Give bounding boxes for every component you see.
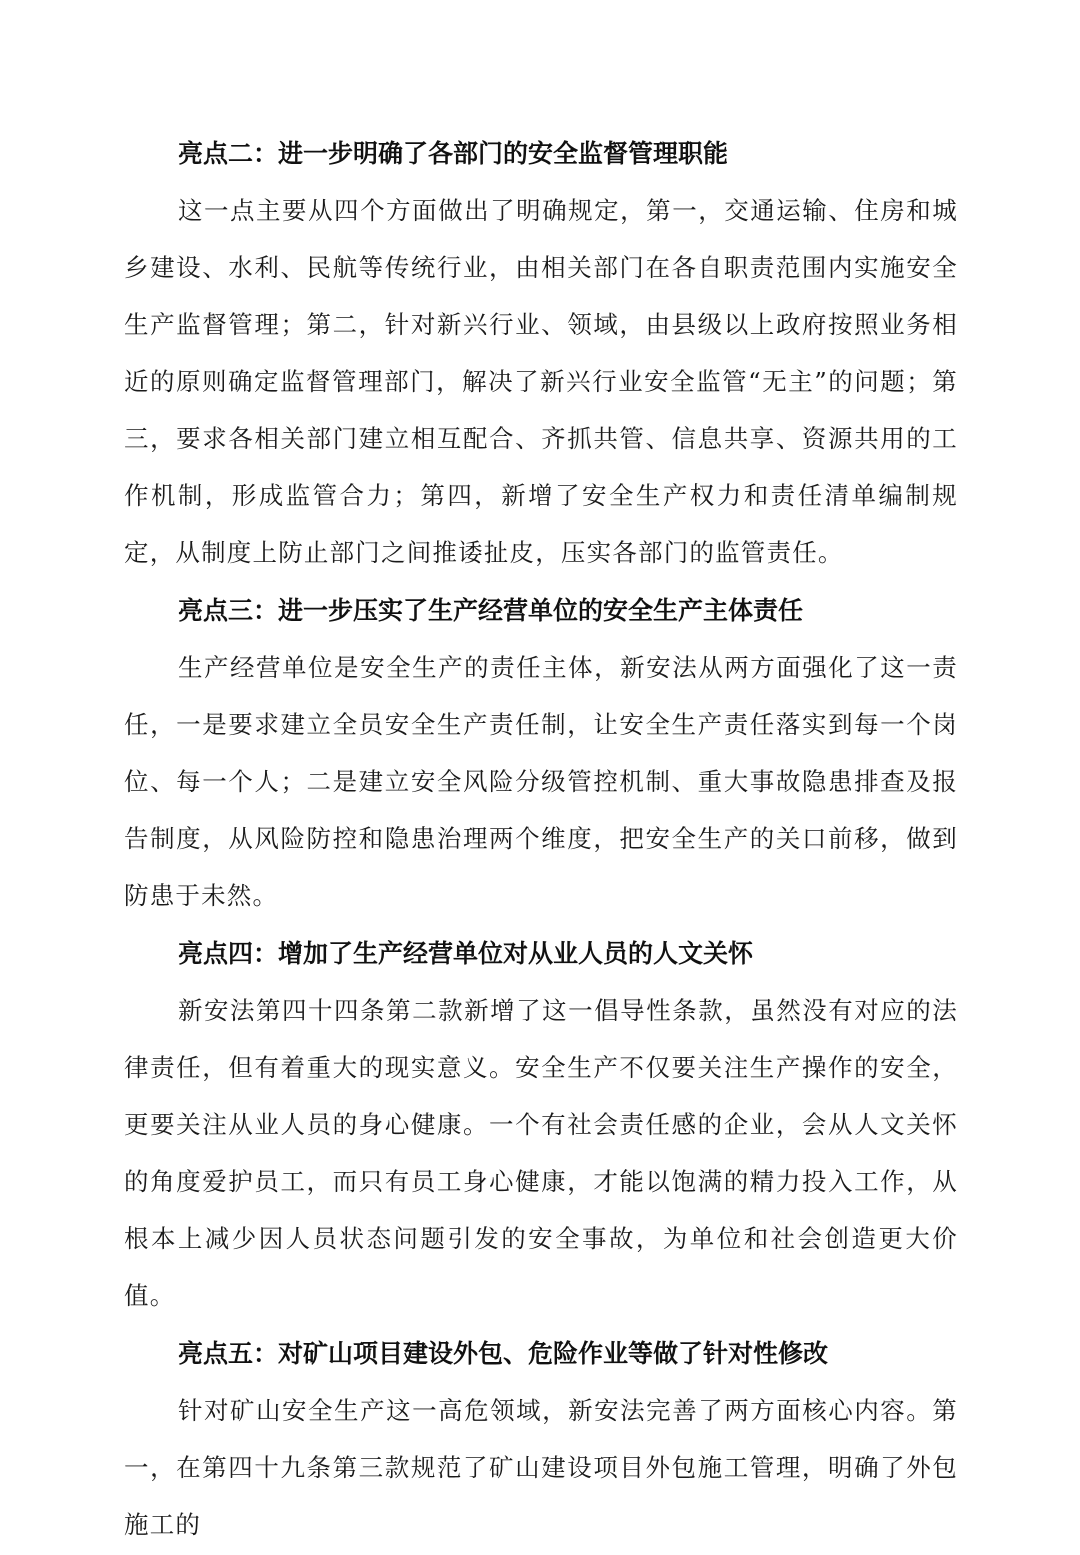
section-heading: 亮点二：进一步明确了各部门的安全监督管理职能 [178, 139, 729, 168]
section-paragraph: 生产经营单位是安全生产的责任主体，新安法从两方面强化了这一责任，一是要求建立全员安全生产责任制，让安全生产责任落实到每一个岗位、每一个人；二是建立安全风险分级管控机制、重大事故隐患排查及报告制度，从风险防控和隐患治理两个维度，把安全生产的关口前移，做到防患于未然。 [124, 653, 958, 910]
section-highlight-4 [124, 926, 958, 1324]
section-highlight-5 [124, 1326, 958, 1553]
section-paragraph: 针对矿山安全生产这一高危领域，新安法完善了两方面核心内容。第一，在第四十九条第三款规范了矿山建设项目外包施工管理，明确了外包施工的 [124, 1396, 958, 1539]
document-page [124, 126, 958, 1555]
section-highlight-3 [124, 583, 958, 924]
section-heading: 亮点四：增加了生产经营单位对从业人员的人文关怀 [178, 939, 754, 968]
section-highlight-2 [124, 126, 958, 581]
section-heading: 亮点三：进一步压实了生产经营单位的安全生产主体责任 [178, 596, 804, 625]
section-paragraph: 这一点主要从四个方面做出了明确规定，第一，交通运输、住房和城乡建设、水利、民航等传统行业，由相关部门在各自职责范围内实施安全生产监督管理；第二，针对新兴行业、领域，由县级以上政府按照业务相近的原则确定监督管理部门，解决了新兴行业安全监管“无主”的问题；第三，要求各相关部门建立相互配合、齐抓共管、信息共享、资源共用的工作机制，形成监管合力；第四，新增了安全生产权力和责任清单编制规定，从制度上防止部门之间推诿扯皮，压实各部门的监管责任。 [124, 196, 958, 567]
section-paragraph: 新安法第四十四条第二款新增了这一倡导性条款，虽然没有对应的法律责任，但有着重大的现实意义。安全生产不仅要关注生产操作的安全，更要关注从业人员的身心健康。一个有社会责任感的企业，会从人文关怀的角度爱护员工，而只有员工身心健康，才能以饱满的精力投入工作，从根本上减少因人员状态问题引发的安全事故，为单位和社会创造更大价值。 [124, 996, 958, 1310]
section-heading: 亮点五：对矿山项目建设外包、危险作业等做了针对性修改 [178, 1339, 829, 1368]
